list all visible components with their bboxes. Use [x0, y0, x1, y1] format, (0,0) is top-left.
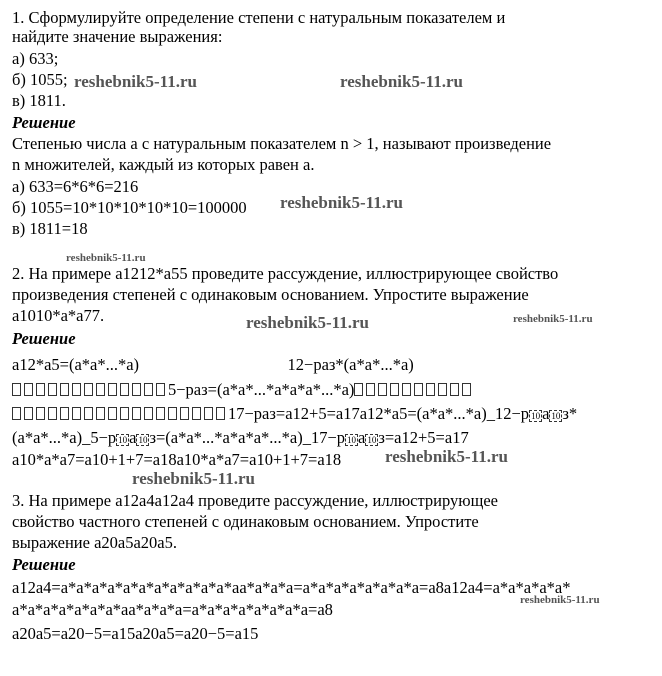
- watermark: reshebnik5-11.ru: [280, 193, 403, 212]
- watermark: reshebnik5-11.ru: [385, 447, 508, 466]
- placeholder-box: [120, 407, 129, 420]
- subscript-box: 10: [531, 411, 541, 421]
- placeholder-box: [156, 407, 165, 420]
- placeholder-box: [168, 407, 177, 420]
- solution-heading-3: Решение: [12, 555, 76, 574]
- placeholder-box: [96, 407, 105, 420]
- problem-2-text-end: a1010*a*a77.: [12, 306, 105, 325]
- placeholder-box: [204, 407, 213, 420]
- placeholder-box: [354, 383, 363, 396]
- problem-1-item-a: а) 633;: [12, 49, 59, 68]
- solution-2-line-3-text: 17−раз=a12+5=a17a12*a5=(a*a*...*a)_12−р: [228, 404, 530, 423]
- solution-3-line-3: a20a5=a20−5=a15a20a5=a20−5=a15: [12, 624, 259, 643]
- watermark: reshebnik5-11.ru: [74, 72, 197, 91]
- placeholder-boxes: [12, 380, 168, 399]
- placeholder-box: [84, 383, 93, 396]
- problem-2-text-cont: произведения степеней с одинаковым основанием. Упростите выражение: [12, 285, 529, 304]
- problem-3-text-end: выражение a20a5a20a5.: [12, 533, 177, 552]
- solution-3-line-1: a12a4=a*a*a*a*a*a*a*a*a*a*a*aa*a*a*a=a*a*a*a*a*a*a*a=a8a12a4=a*a*a*a*a*: [12, 578, 571, 597]
- placeholder-box: [378, 383, 387, 396]
- placeholder-box: [216, 407, 225, 420]
- placeholder-box: [24, 407, 33, 420]
- placeholder-box: [72, 383, 81, 396]
- watermark: reshebnik5-11.ru: [340, 72, 463, 91]
- solution-heading-2: Решение: [12, 329, 76, 348]
- placeholder-box: [96, 383, 105, 396]
- placeholder-box: [156, 383, 165, 396]
- subscript-box: 10: [347, 435, 357, 445]
- placeholder-box: [48, 407, 57, 420]
- watermark: reshebnik5-11.ru: [66, 252, 146, 264]
- watermark: reshebnik5-11.ru: [246, 313, 369, 332]
- solution-1-answer-c: в) 1811=18: [12, 219, 88, 238]
- placeholder-box: [12, 383, 21, 396]
- placeholder-box: [120, 383, 129, 396]
- placeholder-box: [366, 383, 375, 396]
- solution-2-line-2: [12, 380, 474, 400]
- placeholder-box: [426, 383, 435, 396]
- solution-2-line-3: [12, 404, 577, 426]
- solution-2-line-4-text: (a*a*...*a)_5−р: [12, 428, 117, 447]
- solution-2-line-2-text: 5−раз=(a*a*...*a*a*a*...*a): [168, 380, 355, 399]
- solution-1-text-cont: n множителей, каждый из которых равен a.: [12, 155, 315, 174]
- placeholder-box: [108, 383, 117, 396]
- watermark: reshebnik5-11.ru: [513, 313, 593, 325]
- placeholder-box: [60, 383, 69, 396]
- solution-2-line-5: a10*a*a7=a10+1+7=a18a10*a*a7=a10+1+7=a18: [12, 450, 342, 469]
- problem-3-text-cont: свойство частного степеней с одинаковым основанием. Упростите: [12, 512, 479, 531]
- placeholder-box: [36, 407, 45, 420]
- placeholder-box: [144, 383, 153, 396]
- placeholder-box: [402, 383, 411, 396]
- solution-2-line-4-mid-a: a: [129, 428, 137, 447]
- placeholder-box: [438, 383, 447, 396]
- solution-1-text: Степенью числа a с натуральным показателем n > 1, называют произведение: [12, 134, 552, 153]
- placeholder-box: [180, 407, 189, 420]
- placeholder-box: [60, 407, 69, 420]
- problem-1-text: 1. Сформулируйте определение степени с натуральным показателем и: [12, 8, 506, 27]
- problem-1-item-b: б) 1055;: [12, 70, 68, 89]
- subscript-box: 10: [551, 411, 561, 421]
- placeholder-box: [414, 383, 423, 396]
- placeholder-box: [192, 407, 201, 420]
- placeholder-boxes: [12, 404, 228, 423]
- watermark: reshebnik5-11.ru: [132, 469, 255, 488]
- problem-3-text: 3. На примере a12a4a12a4 проведите рассуждение, иллюстрирующее: [12, 491, 498, 510]
- problem-1-text-cont: найдите значение выражения:: [12, 27, 223, 46]
- subscript-box: 10: [138, 435, 148, 445]
- solution-2-line-1: [12, 355, 414, 375]
- solution-2-line-4-end: з=a12+5=a17: [378, 428, 469, 447]
- solution-1-answer-a: а) 633=6*6*6=216: [12, 177, 139, 196]
- subscript-box: 10: [367, 435, 377, 445]
- subscript-box: 10: [118, 435, 128, 445]
- placeholder-box: [36, 383, 45, 396]
- placeholder-box: [48, 383, 57, 396]
- problem-2-text: 2. На примере a1212*a55 проведите рассуждение, иллюстрирующее свойство: [12, 264, 559, 283]
- solution-2-line-3-tail: a: [542, 404, 550, 423]
- solution-3-line-2: a*a*a*a*a*a*a*aa*a*a*a=a*a*a*a*a*a*a*a=a8: [12, 600, 333, 619]
- solution-2-line-3-end: з*: [562, 404, 578, 423]
- solution-2-line-4-tail: a: [358, 428, 366, 447]
- solution-2-line-1-text: a12*a5=(a*a*...*a) 12−раз*(a*a*...*a): [12, 355, 414, 374]
- placeholder-box: [462, 383, 471, 396]
- solution-2-line-4-mid: з=(a*a*...*a*a*a*...*a)_17−р: [149, 428, 346, 447]
- placeholder-box: [72, 407, 81, 420]
- placeholder-box: [12, 407, 21, 420]
- watermark: reshebnik5-11.ru: [520, 594, 600, 606]
- solution-1-answer-b: б) 1055=10*10*10*10*10=100000: [12, 198, 247, 217]
- placeholder-box: [390, 383, 399, 396]
- placeholder-box: [24, 383, 33, 396]
- placeholder-box: [450, 383, 459, 396]
- placeholder-box: [84, 407, 93, 420]
- placeholder-box: [108, 407, 117, 420]
- solution-heading-1: Решение: [12, 113, 76, 132]
- placeholder-box: [144, 407, 153, 420]
- placeholder-box: [132, 407, 141, 420]
- placeholder-box: [132, 383, 141, 396]
- placeholder-boxes: [354, 380, 474, 399]
- problem-1-item-c: в) 1811.: [12, 91, 66, 110]
